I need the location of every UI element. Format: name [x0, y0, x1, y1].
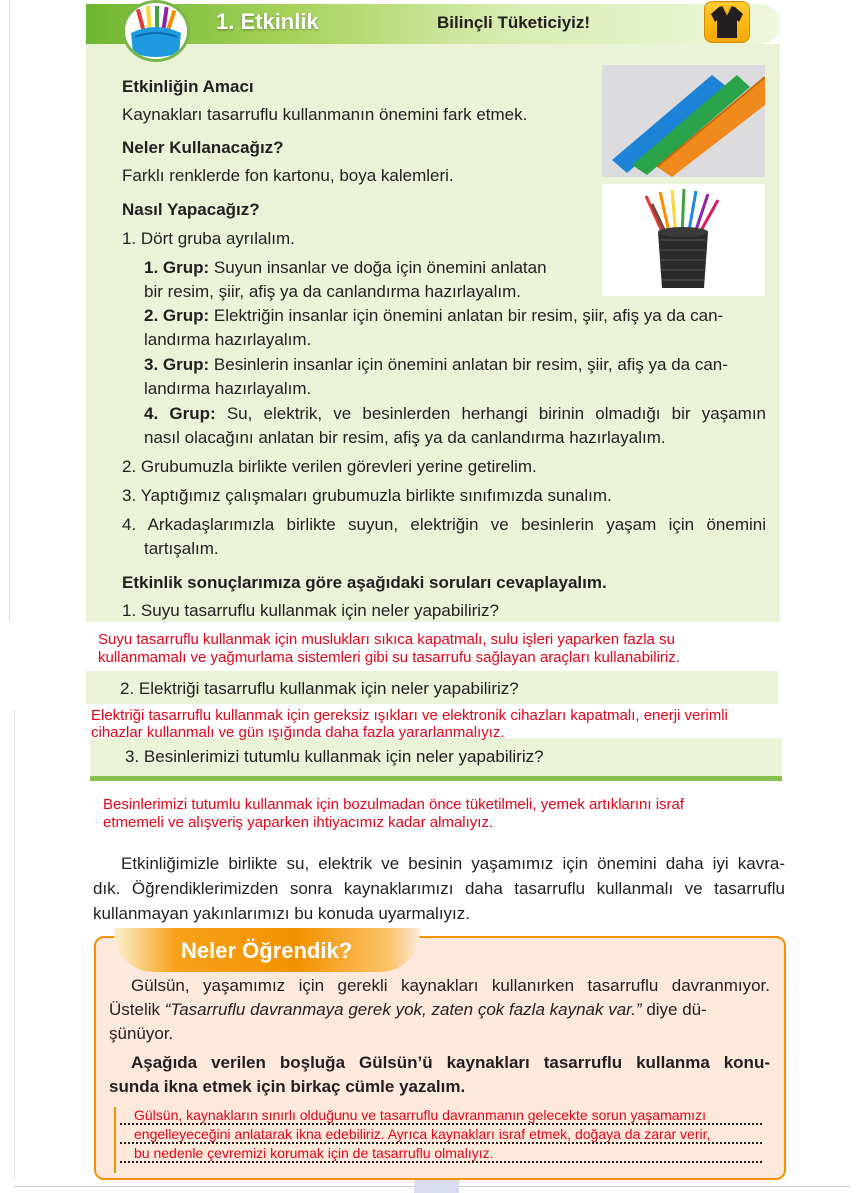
- page-edge: [9, 0, 10, 620]
- learned-line-1: [109, 974, 770, 998]
- materials-text: Farklı renklerde fon kartonu, boya kalemleri.: [122, 166, 454, 185]
- learned-task-line-1: [109, 1051, 770, 1075]
- step-4-text: 4. Arkadaşlarımızla birlikte suyun, elektriğin ve besinlerin yaşam için önemini: [122, 515, 766, 534]
- step-3: 3. Yaptığımız çalışmaları grubumuzla birlikte sınıfımızda sunalım.: [122, 486, 612, 505]
- activity-subtitle: Bilinçli Tüketiciyiz!: [437, 13, 591, 32]
- answer-1-line-1: Suyu tasarruflu kullanmak için muslukları sıkıca kapatmalı, sulu işleri yaparken fazla su: [98, 631, 675, 648]
- step-2: 2. Grubumuzla birlikte verilen görevleri yerine getirelim.: [122, 457, 537, 476]
- paper-rolls-photo: [602, 65, 765, 177]
- group-2-line-2: landırma hazırlayalım.: [144, 330, 312, 349]
- activity-title: 1. Etkinlik: [216, 9, 319, 34]
- stationery-bag-icon: [122, 0, 190, 62]
- summary-text-1: Etkinliğimizle birlikte su, elektrik ve besinin yaşamımız için önemini daha iyi kavra-: [121, 854, 785, 873]
- answer-3-line-2: etmemeli ve alışveriş yaparken ihtiyacımız kadar almalıyız.: [103, 814, 494, 831]
- group-1-label: 1. Grup:: [144, 258, 210, 277]
- answer-3-line-1: Besinlerimizi tutumlu kullanmak için bozulmadan önce tüketilmeli, yemek artıklarını israf: [103, 796, 685, 813]
- learned-text-2b: diye dü-: [641, 1000, 707, 1019]
- jacket-icon: [704, 1, 750, 43]
- learned-text-1: Gülsün, yaşamımız için gerekli kaynakları kullanırken tasarruflu davranmıyor.: [131, 976, 770, 995]
- pencil-cup-photo: [602, 184, 765, 296]
- learned-task-line-2: sunda ikna etmek için birkaç cümle yazalım.: [109, 1077, 466, 1096]
- learned-text-2a: Üstelik: [109, 1000, 165, 1019]
- learned-answer-line-2[interactable]: engelleyeceğini anlatarak ikna edebiliriz. Ayrıca kaynakları israf etmek, doğaya da zarar verir,: [134, 1126, 711, 1142]
- activity-bottom-rule: [90, 776, 782, 781]
- group-1-text: Suyun insanlar ve doğa için önemini anlatan: [213, 258, 547, 277]
- activity-header: [86, 4, 780, 44]
- learned-answer-line-1[interactable]: Gülsün, kaynakların sınırlı olduğunu ve tasarruflu davranmanın gelecekte sorun yaşamamızı: [134, 1107, 706, 1123]
- step-4-line-1: [122, 513, 766, 537]
- answer-1-line-2: kullanmamalı ve yağmurlama sistemleri gibi su tasarrufu sağlayan araçları kullanabiliriz.: [98, 649, 680, 666]
- method-heading: Nasıl Yapacağız?: [122, 200, 260, 219]
- question-2: 2. Elektriği tasarruflu kullanmak için neler yapabiliriz?: [120, 679, 519, 698]
- step-1: 1. Dört gruba ayrılalım.: [122, 229, 295, 248]
- group-3-line-2: landırma hazırlayalım.: [144, 379, 312, 398]
- summary-line-3: kullanmayan yakınlarımızı bu konuda uyarmalıyız.: [93, 904, 471, 923]
- summary-text-2: dık. Öğrendiklerimizden sonra kaynaklarımızı daha tasarruflu kullanmalı ve tasarruflu: [93, 879, 785, 898]
- learned-line-2: [109, 998, 707, 1022]
- page-tab: [414, 1178, 459, 1193]
- purpose-text: Kaynakları tasarruflu kullanmanın önemini fark etmek.: [122, 105, 528, 124]
- step-4-line-2: tartışalım.: [144, 539, 219, 558]
- answer-2-line-2: cihazlar kullanmalı ve gün ışığında daha fazla yararlanmalıyız.: [91, 724, 505, 741]
- group-2-text: Elektriğin insanlar için önemini anlatan bir resim, şiir, afiş ya da can-: [213, 306, 724, 325]
- learned-line-3: şünüyor.: [109, 1024, 174, 1043]
- summary-line-1: [93, 852, 785, 876]
- question-1: 1. Suyu tasarruflu kullanmak için neler yapabiliriz?: [122, 601, 500, 620]
- questions-heading: Etkinlik sonuçlarımıza göre aşağıdaki soruları cevaplayalım.: [122, 573, 607, 592]
- group-3-label: 3. Grup:: [144, 355, 210, 374]
- answer-2-line-1: Elektriği tasarruflu kullanmak için gereksiz ışıkları ve elektronik cihazları kapatmalı, enerji verimli: [91, 707, 728, 724]
- learned-title: Neler Öğrendik?: [181, 938, 353, 963]
- purpose-heading: Etkinliğin Amacı: [122, 77, 254, 96]
- group-3-line-1: [144, 353, 728, 377]
- gulsun-quote: “Tasarruflu davranmaya gerek yok, zaten çok fazla kaynak var.”: [164, 1000, 642, 1019]
- group-4-text: Su, elektrik, ve besinlerden herhangi birinin olmadığı bir yaşamın: [226, 404, 767, 423]
- group-1-line-2: bir resim, şiir, afiş ya da canlandırma hazırlayalım.: [144, 282, 521, 301]
- group-4-line-1: [144, 402, 766, 426]
- group-2-line-1: [144, 304, 723, 328]
- group-4-label: 4. Grup:: [144, 404, 216, 423]
- group-1-line-1: [144, 256, 547, 280]
- answer-margin-bar: [114, 1107, 116, 1173]
- group-3-text: Besinlerin insanlar için önemini anlatan bir resim, şiir, afiş ya da can-: [213, 355, 728, 374]
- materials-heading: Neler Kullanacağız?: [122, 138, 284, 157]
- page-edge: [14, 710, 15, 1180]
- learned-answer-line-3[interactable]: bu nedenle çevremizi korumak için de tasarruflu olmalıyız.: [134, 1145, 494, 1161]
- group-2-label: 2. Grup:: [144, 306, 210, 325]
- group-4-line-2: nasıl olacağını anlatan bir resim, afiş ya da canlandırma hazırlayalım.: [144, 428, 666, 447]
- summary-line-2: [93, 877, 785, 901]
- learned-task-text-1: Aşağıda verilen boşluğa Gülsün’ü kaynakları tasarruflu kullanma konu-: [131, 1053, 770, 1072]
- question-3: 3. Besinlerimizi tutumlu kullanmak için neler yapabiliriz?: [125, 747, 544, 766]
